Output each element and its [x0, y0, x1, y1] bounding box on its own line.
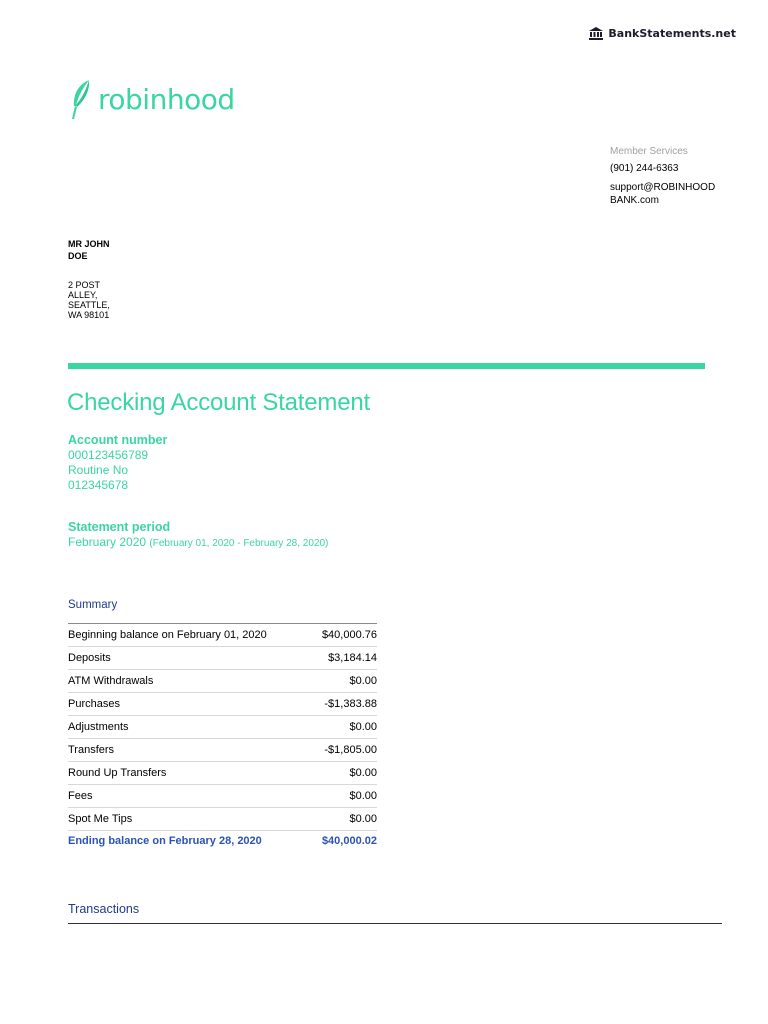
summary-row-label: Fees: [68, 790, 93, 802]
summary-row: [68, 623, 377, 646]
ending-balance-amount: $40,000.02: [321, 835, 377, 847]
summary-row: [68, 738, 377, 761]
account-number-label: Account number: [68, 433, 168, 447]
customer-name: MR JOHN DOE: [68, 239, 110, 261]
summary-row-label: Spot Me Tips: [68, 813, 133, 825]
summary-row: [68, 669, 377, 692]
summary-row-amount: $0.00: [349, 721, 377, 733]
summary-row: [68, 761, 377, 784]
summary-table: [68, 623, 377, 851]
summary-row: [68, 715, 377, 738]
summary-row-amount: $40,000.76: [321, 629, 377, 641]
routine-label: Routine No: [68, 463, 129, 477]
summary-row: [68, 784, 377, 807]
ending-balance-label: Ending balance on February 28, 2020: [68, 835, 262, 847]
summary-row-amount: $0.00: [349, 767, 377, 779]
ending-balance-row: [68, 830, 377, 851]
statement-period-range: (February 01, 2020 - February 28, 2020): [149, 538, 329, 549]
customer-block: [68, 238, 128, 320]
bank-icon: [589, 27, 603, 40]
member-services-email: support@ROBINHOOD BANK.com: [610, 182, 716, 206]
summary-row-amount: $0.00: [349, 675, 377, 687]
summary-row-label: Adjustments: [68, 721, 129, 733]
summary-row: [68, 646, 377, 669]
summary-row-label: Round Up Transfers: [68, 767, 167, 779]
summary-row: [68, 807, 377, 830]
summary-row-label: Beginning balance on February 01, 2020: [68, 629, 267, 641]
summary-row-amount: $3,184.14: [328, 652, 377, 664]
statement-period-label: Statement period: [68, 520, 171, 534]
brand-logo: [69, 78, 235, 120]
summary-row-label: Purchases: [68, 698, 120, 710]
customer-address: 2 POST ALLEY, SEATTLE, WA 98101: [68, 280, 110, 320]
watermark-text: BankStatements.net: [608, 27, 736, 40]
routine-number: 012345678: [68, 478, 129, 492]
member-services-label: Member Services: [610, 146, 688, 157]
summary-row-label: Deposits: [68, 652, 111, 664]
summary-row-label: ATM Withdrawals: [68, 675, 154, 687]
summary-row: [68, 692, 377, 715]
member-services: [610, 145, 720, 207]
transactions-title: Transactions: [68, 902, 140, 916]
statement-period-month: February 2020: [68, 535, 147, 549]
brand-name: robinhood: [98, 82, 235, 116]
account-number: 000123456789: [68, 448, 149, 462]
statement-period: [68, 520, 328, 551]
summary-row-label: Transfers: [68, 744, 115, 756]
feather-icon: [69, 78, 91, 120]
summary-row-amount: $0.00: [349, 790, 377, 802]
member-services-phone: (901) 244-6363: [610, 163, 679, 174]
summary-row-amount: -$1,805.00: [324, 744, 377, 756]
transactions-divider: [68, 923, 722, 924]
watermark: [589, 27, 736, 40]
header-divider: [68, 363, 705, 369]
page-title: Checking Account Statement: [67, 389, 370, 416]
summary-title: Summary: [68, 599, 118, 611]
summary-row-amount: -$1,383.88: [324, 698, 377, 710]
account-info: [68, 433, 167, 493]
summary-row-amount: $0.00: [349, 813, 377, 825]
